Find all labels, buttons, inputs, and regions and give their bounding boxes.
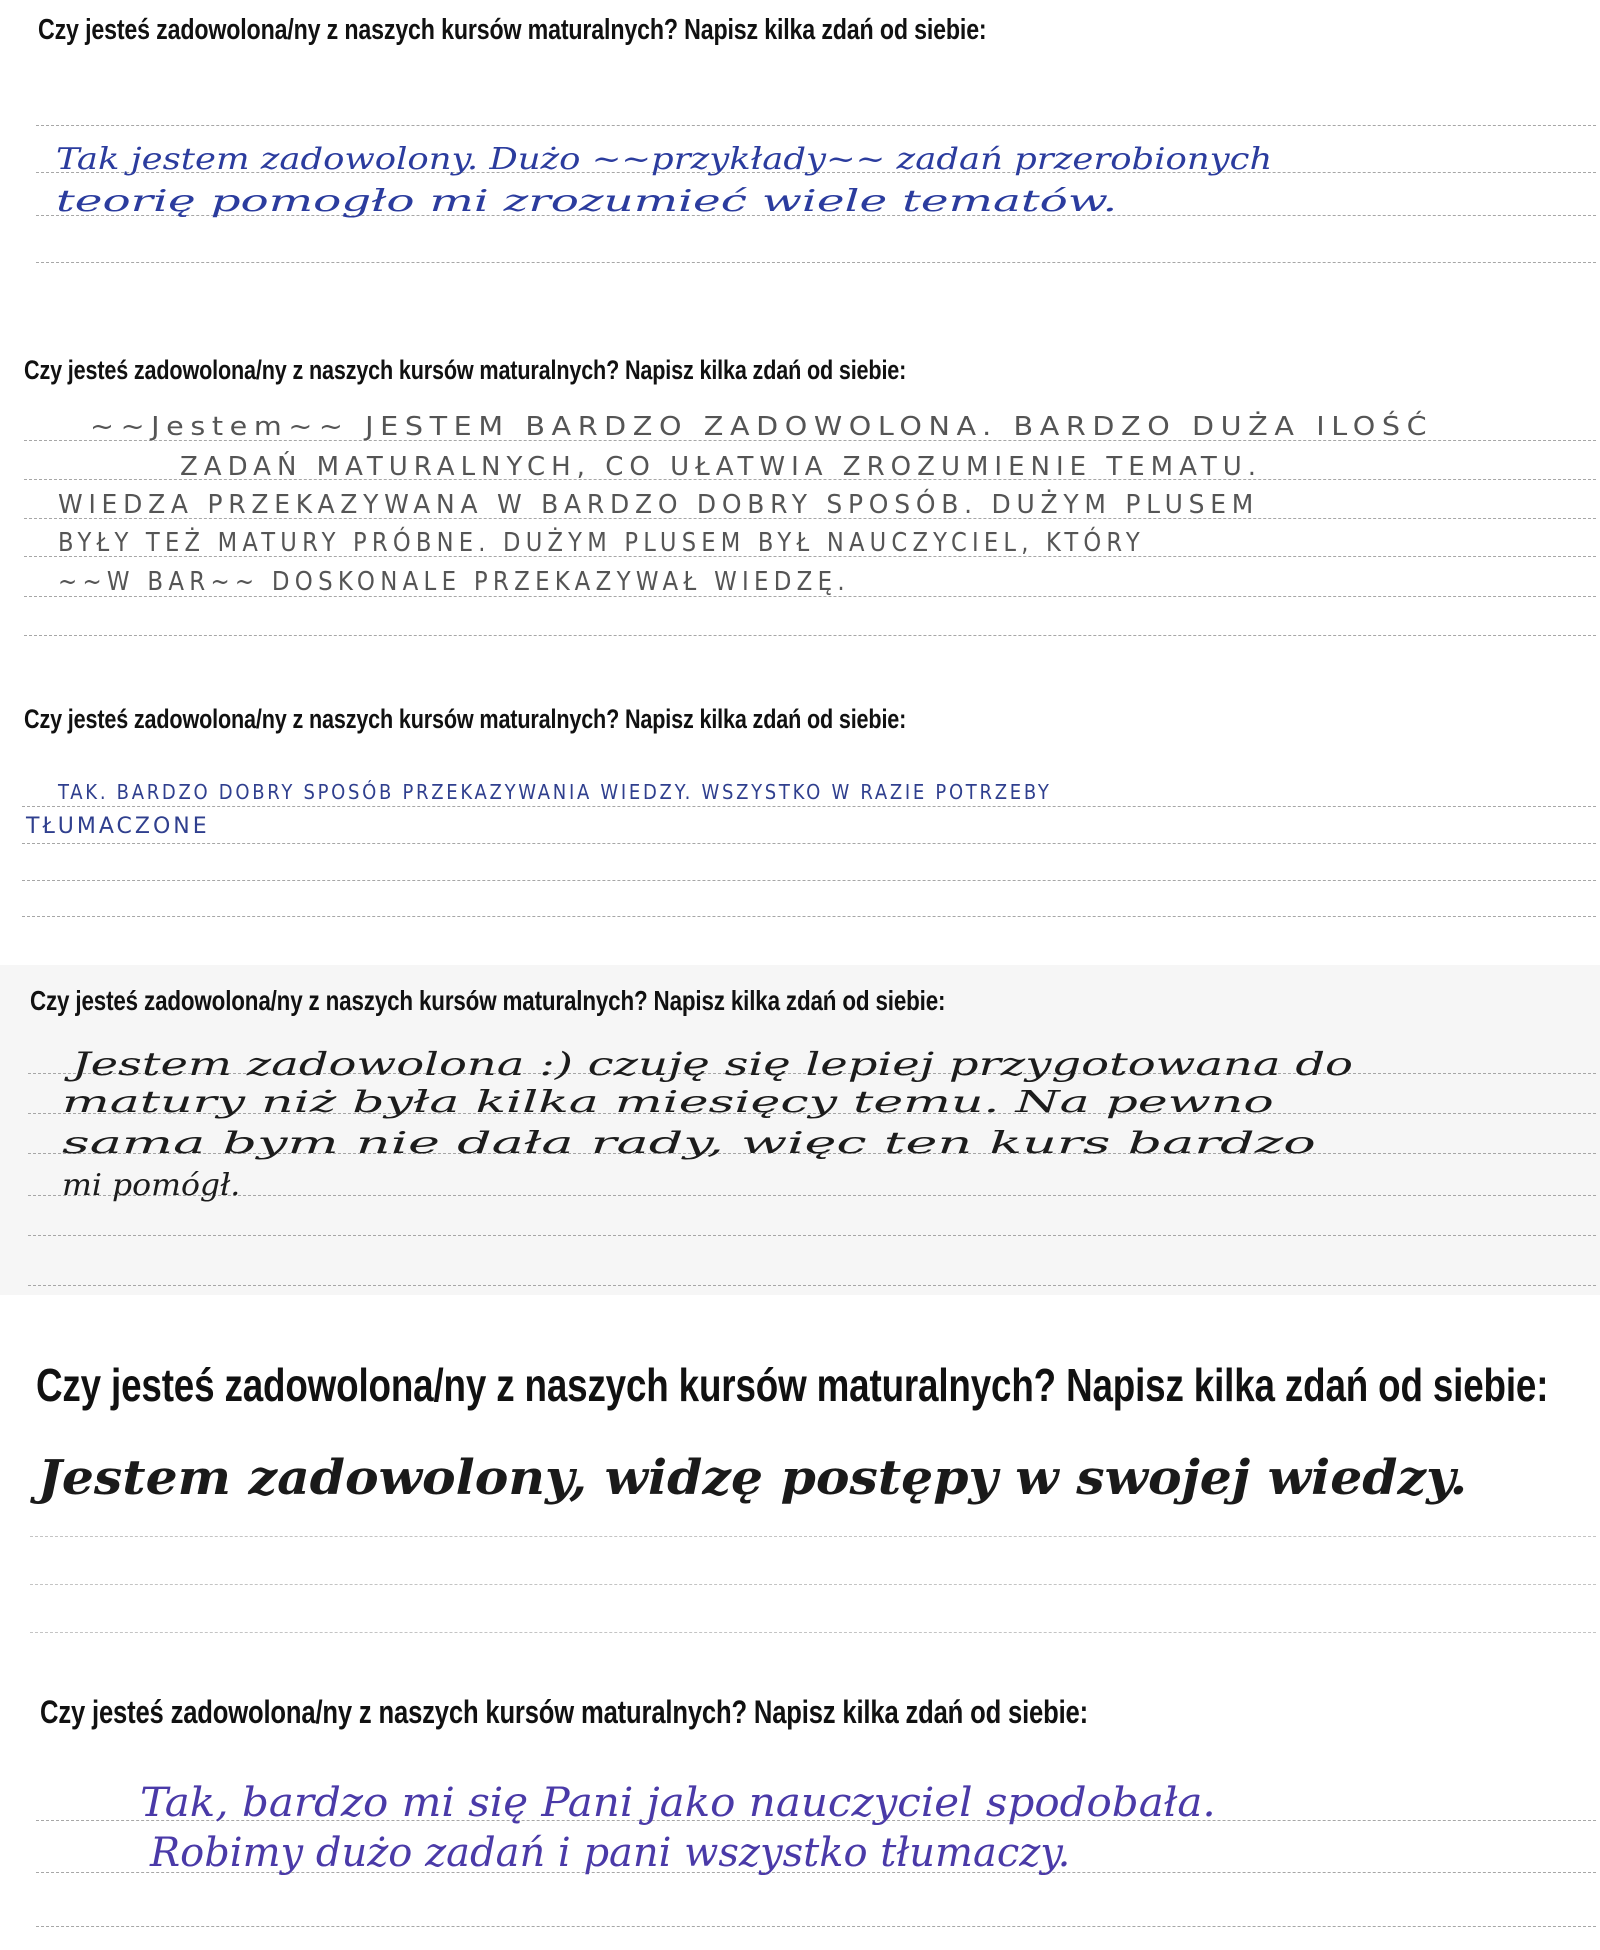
answer-line: ZADAŃ MATURALNYCH, CO UŁATWIA ZROZUMIENIE TEMATU.	[180, 452, 1263, 482]
question-heading: Czy jesteś zadowolona/ny z naszych kursów maturalnych? Napisz kilka zdań od siebie:	[40, 1694, 1088, 1730]
survey-card-1	[0, 0, 1600, 320]
answer-line: TAK. BARDZO DOBRY SPOSÓB PRZEKAZYWANIA WIEDZY. WSZYSTKO W RAZIE POTRZEBY	[58, 780, 1052, 804]
answer-line: sama bym nie dała rady, więc ten kurs bardzo	[62, 1126, 1316, 1161]
answer-line: Tak jestem zadowolony. Dużo ~~przykłady~~ zadań przerobionych	[56, 142, 1273, 177]
answer-line: WIEDZA PRZEKAZYWANA W BARDZO DOBRY SPOSÓB. DUŻYM PLUSEM	[58, 490, 1260, 520]
question-heading: Czy jesteś zadowolona/ny z naszych kursów maturalnych? Napisz kilka zdań od siebie:	[36, 1359, 1549, 1411]
answer-line: TŁUMACZONE	[26, 814, 210, 839]
answer-line: BYŁY TEŻ MATURY PRÓBNE. DUŻYM PLUSEM BYŁ NAUCZYCIEL, KTÓRY	[58, 528, 1145, 558]
survey-card-6	[0, 1680, 1600, 1950]
survey-card-4	[0, 965, 1600, 1295]
answer-line: ~~W BAR~~ DOSKONALE PRZEKAZYWAŁ WIEDZĘ.	[58, 567, 850, 597]
answer-line: Jestem zadowolony, widzę postępy w swojej wiedzy.	[38, 1450, 1468, 1506]
answer-line: matury niż była kilka miesięcy temu. Na pewno	[62, 1085, 1274, 1120]
answer-line: Jestem zadowolona :) czuję się lepiej przygotowana do	[72, 1045, 1353, 1083]
survey-card-2	[0, 338, 1600, 668]
question-heading: Czy jesteś zadowolona/ny z naszych kursów maturalnych? Napisz kilka zdań od siebie:	[24, 704, 907, 734]
survey-card-5	[0, 1340, 1600, 1640]
question-heading: Czy jesteś zadowolona/ny z naszych kursów maturalnych? Napisz kilka zdań od siebie:	[24, 355, 907, 385]
question-heading: Czy jesteś zadowolona/ny z naszych kursów maturalnych? Napisz kilka zdań od siebie:	[38, 14, 987, 46]
survey-card-3	[0, 690, 1600, 940]
answer-line: Tak, bardzo mi się Pani jako nauczyciel spodobała.	[140, 1780, 1216, 1826]
answer-line: Robimy dużo zadań i pani wszystko tłumaczy.	[150, 1830, 1071, 1876]
answer-line: mi pomógł.	[62, 1168, 241, 1203]
question-heading: Czy jesteś zadowolona/ny z naszych kursów maturalnych? Napisz kilka zdań od siebie:	[30, 985, 946, 1016]
answer-line: ~~Jestem~~ JESTEM BARDZO ZADOWOLONA. BARDZO DUŻA ILOŚĆ	[90, 412, 1434, 442]
answer-line: teorię pomogło mi zrozumieć wiele tematów.	[56, 184, 1118, 219]
